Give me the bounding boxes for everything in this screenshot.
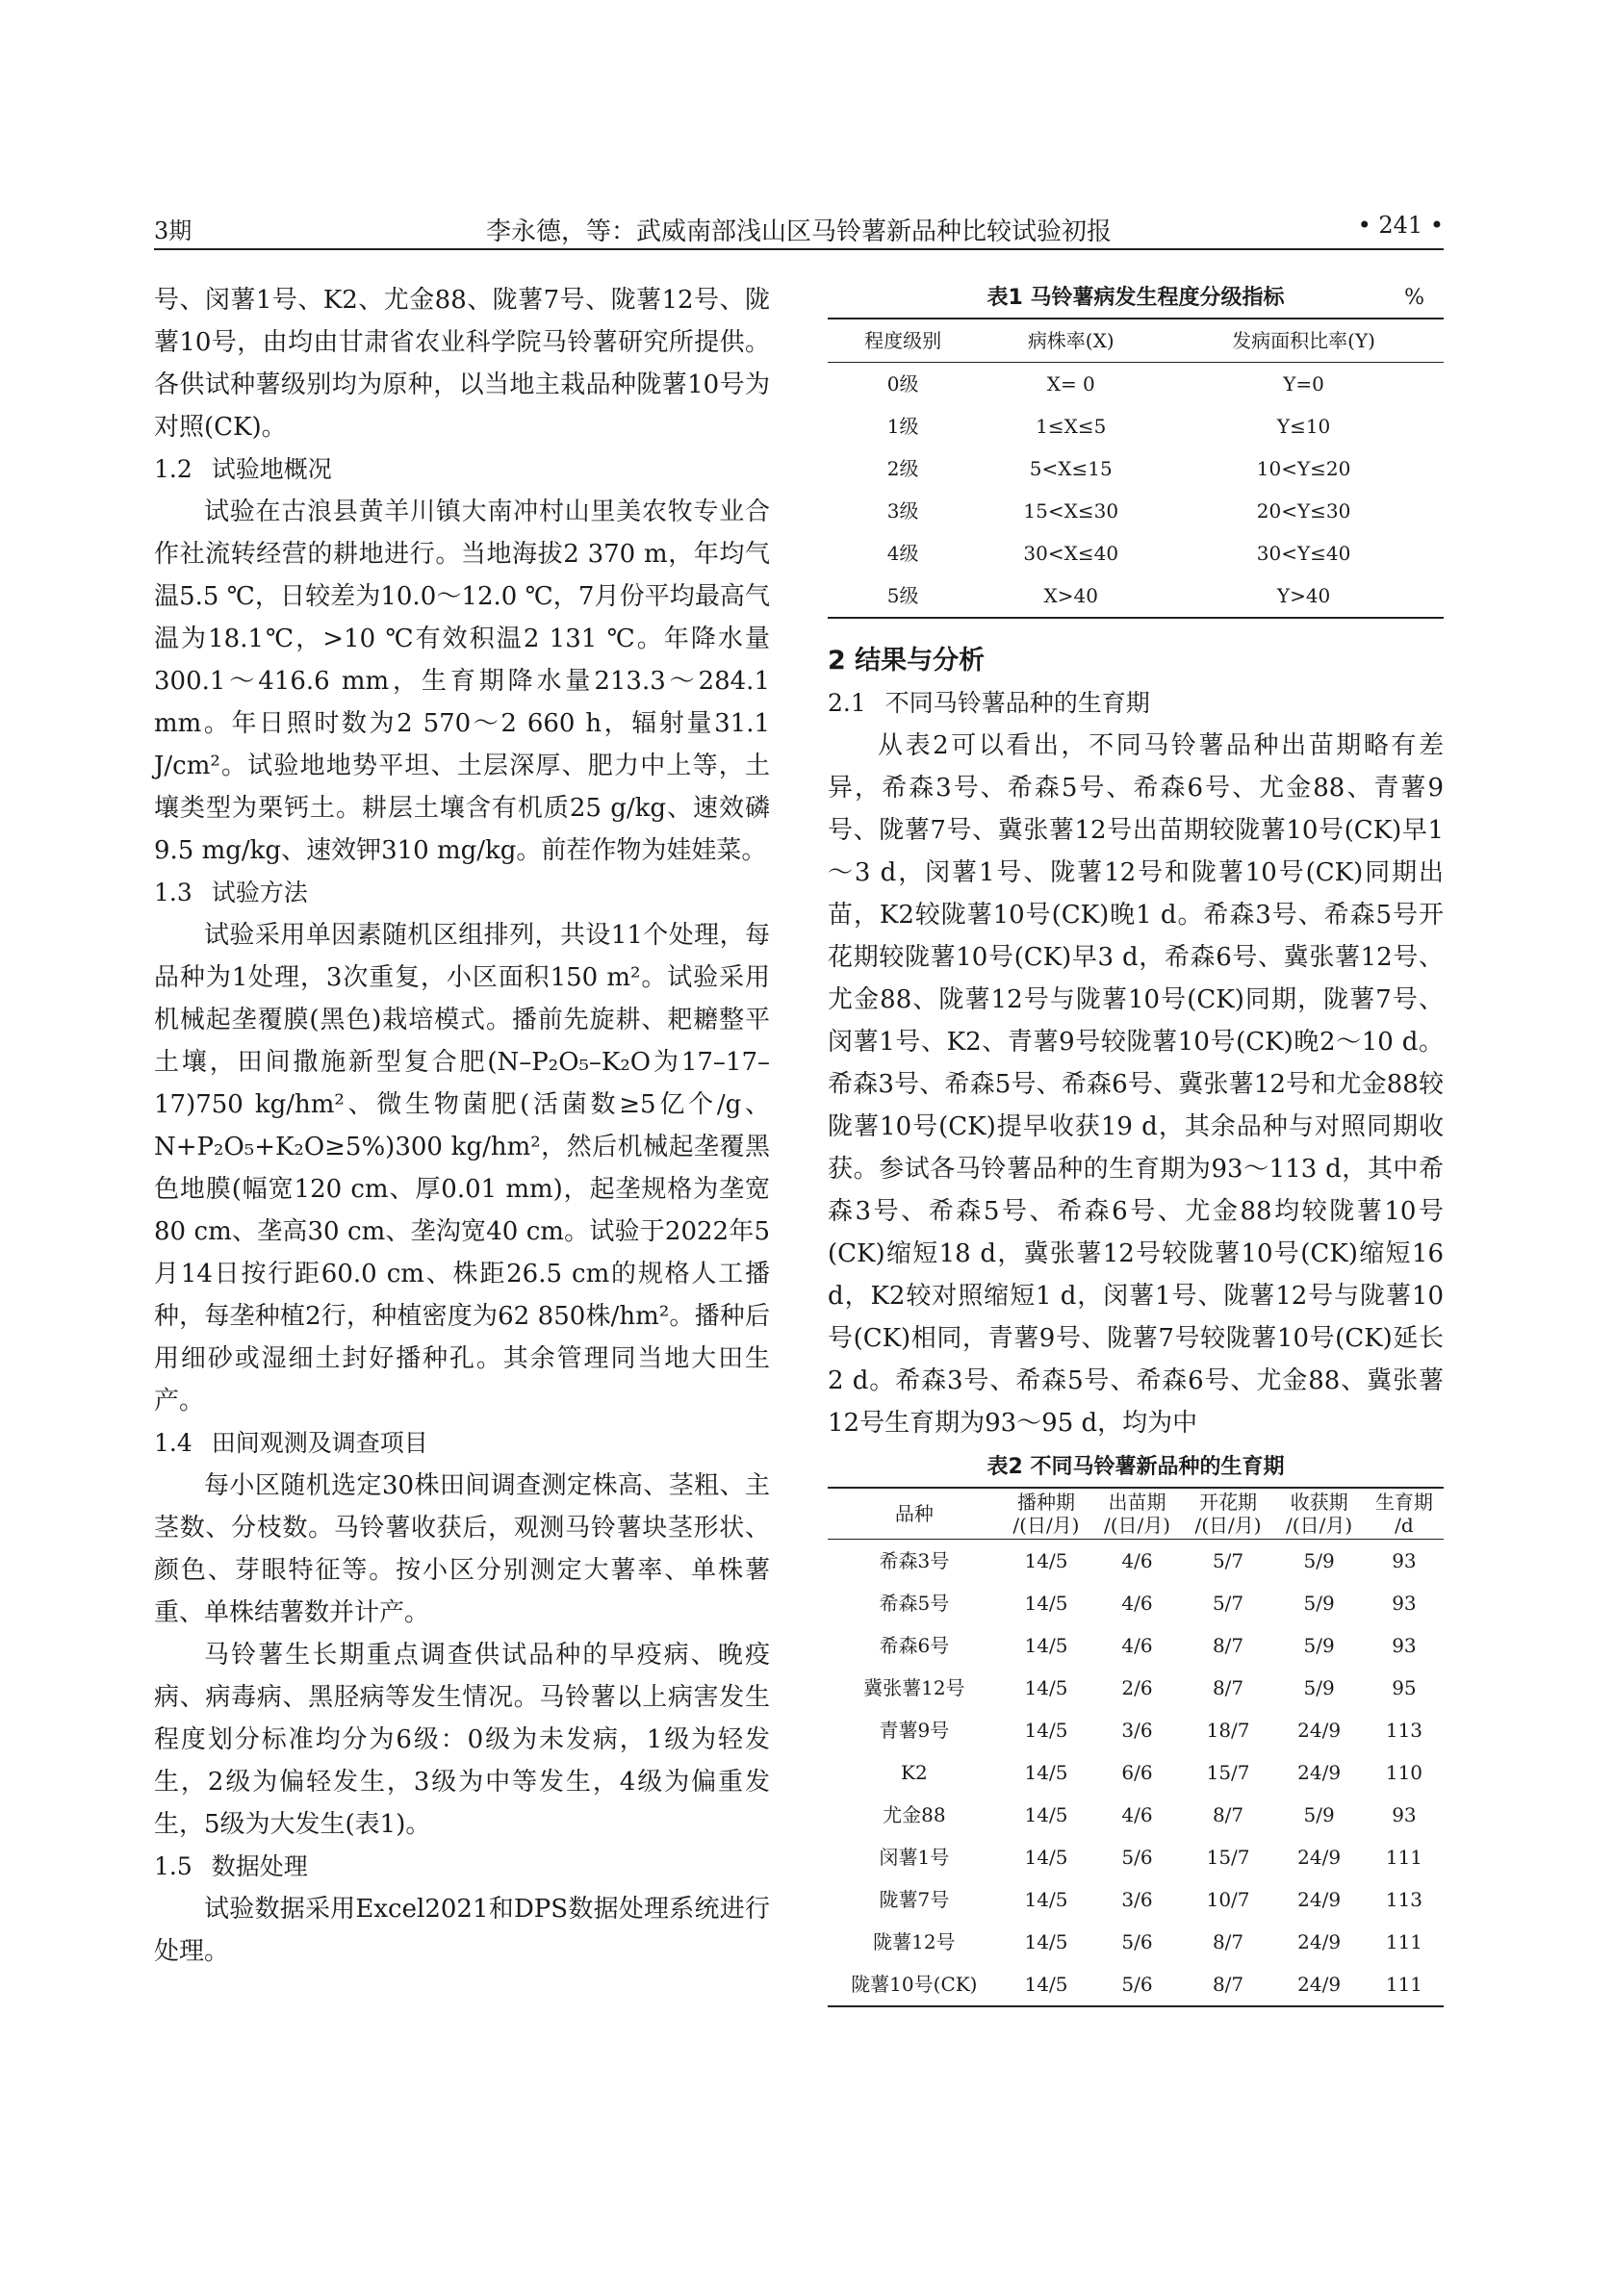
table-row — [828, 1963, 1444, 2006]
right-column — [828, 279, 1444, 2007]
table-cell: 8/7 — [1212, 1634, 1244, 1657]
table-cell: 14/5 — [1024, 1676, 1068, 1699]
table-cell: 冀张薯12号 — [863, 1676, 965, 1699]
table-cell: 3/6 — [1121, 1888, 1153, 1911]
paragraph-site: 试验在古浪县黄羊川镇大南冲村山里美农牧专业合作社流转经营的耕地进行。当地海拔2 370 m，年均气温5.5 ℃，日较差为10.0～12.0 ℃，7月份平均最高气温为18.1℃，>10 ℃有效积温2 131 ℃。年降水量300.1～416.6 mm，生育期降水量213.3～284.1 mm。年日照时数为2 570～2 660 h，辐射量31.1 J/cm²。试验地地势平坦、土层深厚、肥力中上等，土壤类型为栗钙土。耕层土壤含有机质25 g/kg、速效磷9.5 mg/kg、速效钾310 mg/kg。前茬作物为娃娃菜。 — [154, 497, 770, 865]
table-header-cell — [1183, 1488, 1274, 1540]
table1 — [828, 318, 1444, 619]
section-title: 试验方法 — [211, 879, 308, 906]
table-cell: 14/5 — [1024, 1888, 1068, 1911]
table-header-cell: 发病面积比率(Y) — [1232, 329, 1375, 352]
table-row — [828, 532, 1444, 574]
table-cell: 陇薯10号(CK) — [851, 1973, 978, 1996]
table-cell: 5级 — [886, 584, 919, 607]
running-title: 李永德，等：武威南部浅山区马铃薯新品种比较试验初报 — [485, 217, 1112, 246]
table-cell: 95 — [1392, 1676, 1417, 1699]
header-line: 收获期 — [1290, 1491, 1348, 1514]
header-line: /(日/月) — [1286, 1514, 1353, 1537]
paragraph-observation-2: 马铃薯生长期重点调查供试品种的早疫病、晚疫病、病毒病、黑胫病等发生情况。马铃薯以上病害发生程度划分标准均分为6级：0级为未发病，1级为轻发生，2级为偏轻发生，3级为中等发生，4级为偏重发生，5级为大发生(表1)。 — [154, 1641, 770, 1839]
table-header-row — [828, 1488, 1444, 1540]
table-cell: 14/5 — [1024, 1634, 1068, 1657]
table-cell: 24/9 — [1297, 1930, 1342, 1953]
section-heading-2-1 — [828, 682, 1444, 725]
table-cell: 14/5 — [1024, 1846, 1068, 1869]
table2 — [828, 1487, 1444, 2007]
section-number: 2.1 — [828, 689, 866, 717]
table-cell: X>40 — [1043, 584, 1098, 607]
table-row — [828, 447, 1444, 490]
table-cell: Y≤10 — [1276, 415, 1331, 438]
page-number: • 241 • — [1357, 212, 1444, 239]
table-cell: 希森6号 — [879, 1634, 950, 1657]
section-heading-2: 2 结果与分析 — [828, 646, 986, 676]
table-row — [828, 1921, 1444, 1963]
table-row — [828, 1667, 1444, 1709]
table-cell: 4/6 — [1121, 1634, 1153, 1657]
table-cell: 3/6 — [1121, 1719, 1153, 1742]
table-row — [828, 363, 1444, 406]
table-cell: 113 — [1385, 1719, 1423, 1742]
table-cell: 5/9 — [1303, 1592, 1335, 1615]
header-line: 播种期 — [1016, 1491, 1075, 1514]
table-header-cell — [828, 1488, 1001, 1540]
table-cell: 14/5 — [1024, 1719, 1068, 1742]
section-heading-1-2 — [154, 448, 770, 491]
section-heading-1-3 — [154, 872, 770, 914]
header-line: /(日/月) — [1012, 1514, 1080, 1537]
table-cell: 14/5 — [1024, 1549, 1068, 1572]
table-header-cell — [1273, 1488, 1365, 1540]
table-cell: 3级 — [886, 499, 919, 523]
table-cell: 青薯9号 — [879, 1719, 950, 1742]
table-cell: 14/5 — [1024, 1761, 1068, 1784]
table-cell: 4级 — [886, 542, 919, 565]
table1-caption — [828, 279, 1444, 318]
table-row — [828, 1878, 1444, 1921]
table-cell: 8/7 — [1212, 1973, 1244, 1996]
table-cell: 110 — [1385, 1761, 1423, 1784]
section-title: 数据处理 — [211, 1852, 308, 1880]
table-cell: 5/6 — [1121, 1846, 1153, 1869]
table-row — [828, 490, 1444, 532]
table-cell: 2/6 — [1121, 1676, 1153, 1699]
table2-title: 表2 不同马铃薯新品种的生育期 — [986, 1455, 1285, 1479]
table-cell: 20<Y≤30 — [1256, 499, 1351, 523]
section-title: 不同马铃薯品种的生育期 — [884, 689, 1150, 717]
table-cell: 5/9 — [1303, 1634, 1335, 1657]
table-row — [828, 574, 1444, 618]
section-heading-1-4 — [154, 1422, 770, 1465]
table-cell: 24/9 — [1297, 1973, 1342, 1996]
header-rule — [154, 248, 1444, 250]
table-cell: 15/7 — [1206, 1846, 1250, 1869]
table-cell: 尤金88 — [883, 1803, 946, 1826]
table-cell: 陇薯7号 — [879, 1888, 950, 1911]
table-cell: 2级 — [886, 457, 919, 480]
table-cell: 5/7 — [1212, 1549, 1244, 1572]
header-line: 开花期 — [1199, 1491, 1258, 1514]
table-cell: 15<X≤30 — [1023, 499, 1119, 523]
table-cell: 5/7 — [1212, 1592, 1244, 1615]
table1-unit: % — [1404, 286, 1424, 310]
table-cell: 8/7 — [1212, 1930, 1244, 1953]
table-cell: 93 — [1392, 1634, 1417, 1657]
table-cell: 4/6 — [1121, 1549, 1153, 1572]
table-cell: Y=0 — [1283, 372, 1324, 395]
table-cell: 24/9 — [1297, 1846, 1342, 1869]
table-cell: X= 0 — [1046, 372, 1095, 395]
section-number: 1.3 — [154, 879, 192, 906]
table-cell: 113 — [1385, 1888, 1423, 1911]
table-cell: 15/7 — [1206, 1761, 1250, 1784]
table-row — [828, 405, 1444, 447]
table-cell: 111 — [1385, 1846, 1423, 1869]
table-cell: 希森3号 — [879, 1549, 950, 1572]
paragraph-method: 试验采用单因素随机区组排列，共设11个处理，每品种为1处理，3次重复，小区面积150 m²。试验采用机械起垄覆膜(黑色)栽培模式。播前先旋耕、耙耱整平土壤，田间撒施新型复合肥(N–P₂O₅–K₂O为17–17–17)750 kg/hm²、微生物菌肥(活菌数≥5亿个/g、N+P₂O₅+K₂O≥5%)300 kg/hm²，然后机械起垄覆黑色地膜(幅宽120 cm、厚0.01 mm)，起垄规格为垄宽80 cm、垄高30 cm、垄沟宽40 cm。试验于2022年5月14日按行距60.0 cm、株距26.5 cm的规格人工播种，每垄种植2行，种植密度为62 850株/hm²。播种后用细砂或湿细土封好播种孔。其余管理同当地大田生产。 — [154, 921, 770, 1416]
header-line: 生育期 — [1374, 1491, 1433, 1514]
table-row — [828, 1709, 1444, 1751]
table-cell: 6/6 — [1121, 1761, 1153, 1784]
table-cell: Y>40 — [1276, 584, 1331, 607]
table-cell: 1级 — [886, 415, 919, 438]
table-cell: 18/7 — [1206, 1719, 1250, 1742]
section-title: 试验地概况 — [211, 455, 332, 483]
table2-body — [828, 1540, 1444, 2007]
table-cell: 陇薯12号 — [873, 1930, 956, 1953]
table-cell: 24/9 — [1297, 1761, 1342, 1784]
table2-caption — [828, 1448, 1444, 1487]
table-header-row — [828, 319, 1444, 363]
table-cell: 8/7 — [1212, 1803, 1244, 1826]
table-cell: 1≤X≤5 — [1036, 415, 1107, 438]
left-column — [154, 279, 770, 1973]
table-cell: 0级 — [886, 372, 919, 395]
table-header-cell — [1091, 1488, 1183, 1540]
table-cell: 93 — [1392, 1592, 1417, 1615]
table-cell: 14/5 — [1024, 1803, 1068, 1826]
table-cell: 5/6 — [1121, 1973, 1153, 1996]
section-heading-1-5 — [154, 1846, 770, 1888]
section-title: 田间观测及调查项目 — [211, 1429, 428, 1457]
table-cell: 30<Y≤40 — [1256, 542, 1351, 565]
section-number: 1.4 — [154, 1429, 192, 1457]
table-row — [828, 1540, 1444, 1583]
table-cell: 5/9 — [1303, 1549, 1335, 1572]
header-line: 出苗期 — [1108, 1491, 1166, 1514]
table-row — [828, 1751, 1444, 1794]
table-cell: 5/9 — [1303, 1803, 1335, 1826]
header-line: 品种 — [894, 1502, 934, 1525]
table-cell: 10/7 — [1206, 1888, 1250, 1911]
table-cell: 5/6 — [1121, 1930, 1153, 1953]
header-line: /(日/月) — [1103, 1514, 1171, 1537]
header-line: /(日/月) — [1194, 1514, 1262, 1537]
header-line: /d — [1395, 1514, 1414, 1537]
table-cell: 111 — [1385, 1973, 1423, 1996]
table-cell: 希森5号 — [879, 1592, 950, 1615]
table-header-cell — [1001, 1488, 1092, 1540]
table-cell: 10<Y≤20 — [1256, 457, 1351, 480]
table-header-cell: 程度级别 — [864, 329, 942, 352]
table1-title: 表1 马铃薯病发生程度分级指标 — [986, 286, 1285, 310]
table-cell: 闵薯1号 — [879, 1846, 950, 1869]
table-cell: 93 — [1392, 1803, 1417, 1826]
table-cell: 24/9 — [1297, 1888, 1342, 1911]
paragraph-observation-1: 每小区随机选定30株田间调查测定株高、茎粗、主茎数、分枝数。马铃薯收获后，观测马铃薯块茎形状、颜色、芽眼特征等。按小区分别测定大薯率、单株薯重、单株结薯数并计产。 — [154, 1471, 770, 1627]
table-cell: 93 — [1392, 1549, 1417, 1572]
table-row — [828, 1582, 1444, 1624]
table-row — [828, 1836, 1444, 1878]
table-cell: 4/6 — [1121, 1592, 1153, 1615]
table-cell: 14/5 — [1024, 1592, 1068, 1615]
table-cell: 5/9 — [1303, 1676, 1335, 1699]
table-cell: 8/7 — [1212, 1676, 1244, 1699]
paragraph-results: 从表2可以看出，不同马铃薯品种出苗期略有差异，希森3号、希森5号、希森6号、尤金88、青薯9号、陇薯7号、冀张薯12号出苗期较陇薯10号(CK)早1～3 d，闵薯1号、陇薯12号和陇薯10号(CK)同期出苗，K2较陇薯10号(CK)晚1 d。希森3号、希森5号开花期较陇薯10号(CK)早3 d，希森6号、冀张薯12号、尤金88、陇薯12号与陇薯10号(CK)同期，陇薯7号、闵薯1号、K2、青薯9号较陇薯10号(CK)晚2～10 d。希森3号、希森5号、希森6号、冀张薯12号和尤金88较陇薯10号(CK)提早收获19 d，其余品种与对照同期收获。参试各马铃薯品种的生育期为93～113 d，其中希森3号、希森5号、希森6号、尤金88均较陇薯10号(CK)缩短18 d，冀张薯12号较陇薯10号(CK)缩短16 d，K2较对照缩短1 d，闵薯1号、陇薯12号与陇薯10号(CK)相同，青薯9号、陇薯7号较陇薯10号(CK)延长2 d。希森3号、希森5号、希森6号、尤金88、冀张薯12号生育期为93～95 d，均为中 — [828, 731, 1444, 1438]
table-header-cell — [1365, 1488, 1444, 1540]
issue-number: 3期 — [154, 217, 192, 244]
paragraph-continued: 号、闵薯1号、K2、尤金88、陇薯7号、陇薯12号、陇薯10号，由均由甘肃省农业科学院马铃薯研究所提供。各供试种薯级别均为原种，以当地主栽品种陇薯10号为对照(CK)。 — [154, 286, 770, 442]
table-cell: 24/9 — [1297, 1719, 1342, 1742]
section-number: 1.5 — [154, 1852, 192, 1880]
table-cell: 4/6 — [1121, 1803, 1153, 1826]
table-cell: 14/5 — [1024, 1930, 1068, 1953]
table-row — [828, 1794, 1444, 1836]
table-cell: 111 — [1385, 1930, 1423, 1953]
section-number: 1.2 — [154, 455, 192, 483]
paragraph-data-processing: 试验数据采用Excel2021和DPS数据处理系统进行处理。 — [154, 1895, 770, 1966]
table-cell: 5<X≤15 — [1029, 457, 1113, 480]
page-header — [154, 204, 1444, 250]
table-cell: K2 — [901, 1761, 928, 1784]
table-row — [828, 1624, 1444, 1667]
table-cell: 30<X≤40 — [1023, 542, 1119, 565]
table-header-cell: 病株率(X) — [1027, 329, 1114, 352]
table-cell: 14/5 — [1024, 1973, 1068, 1996]
